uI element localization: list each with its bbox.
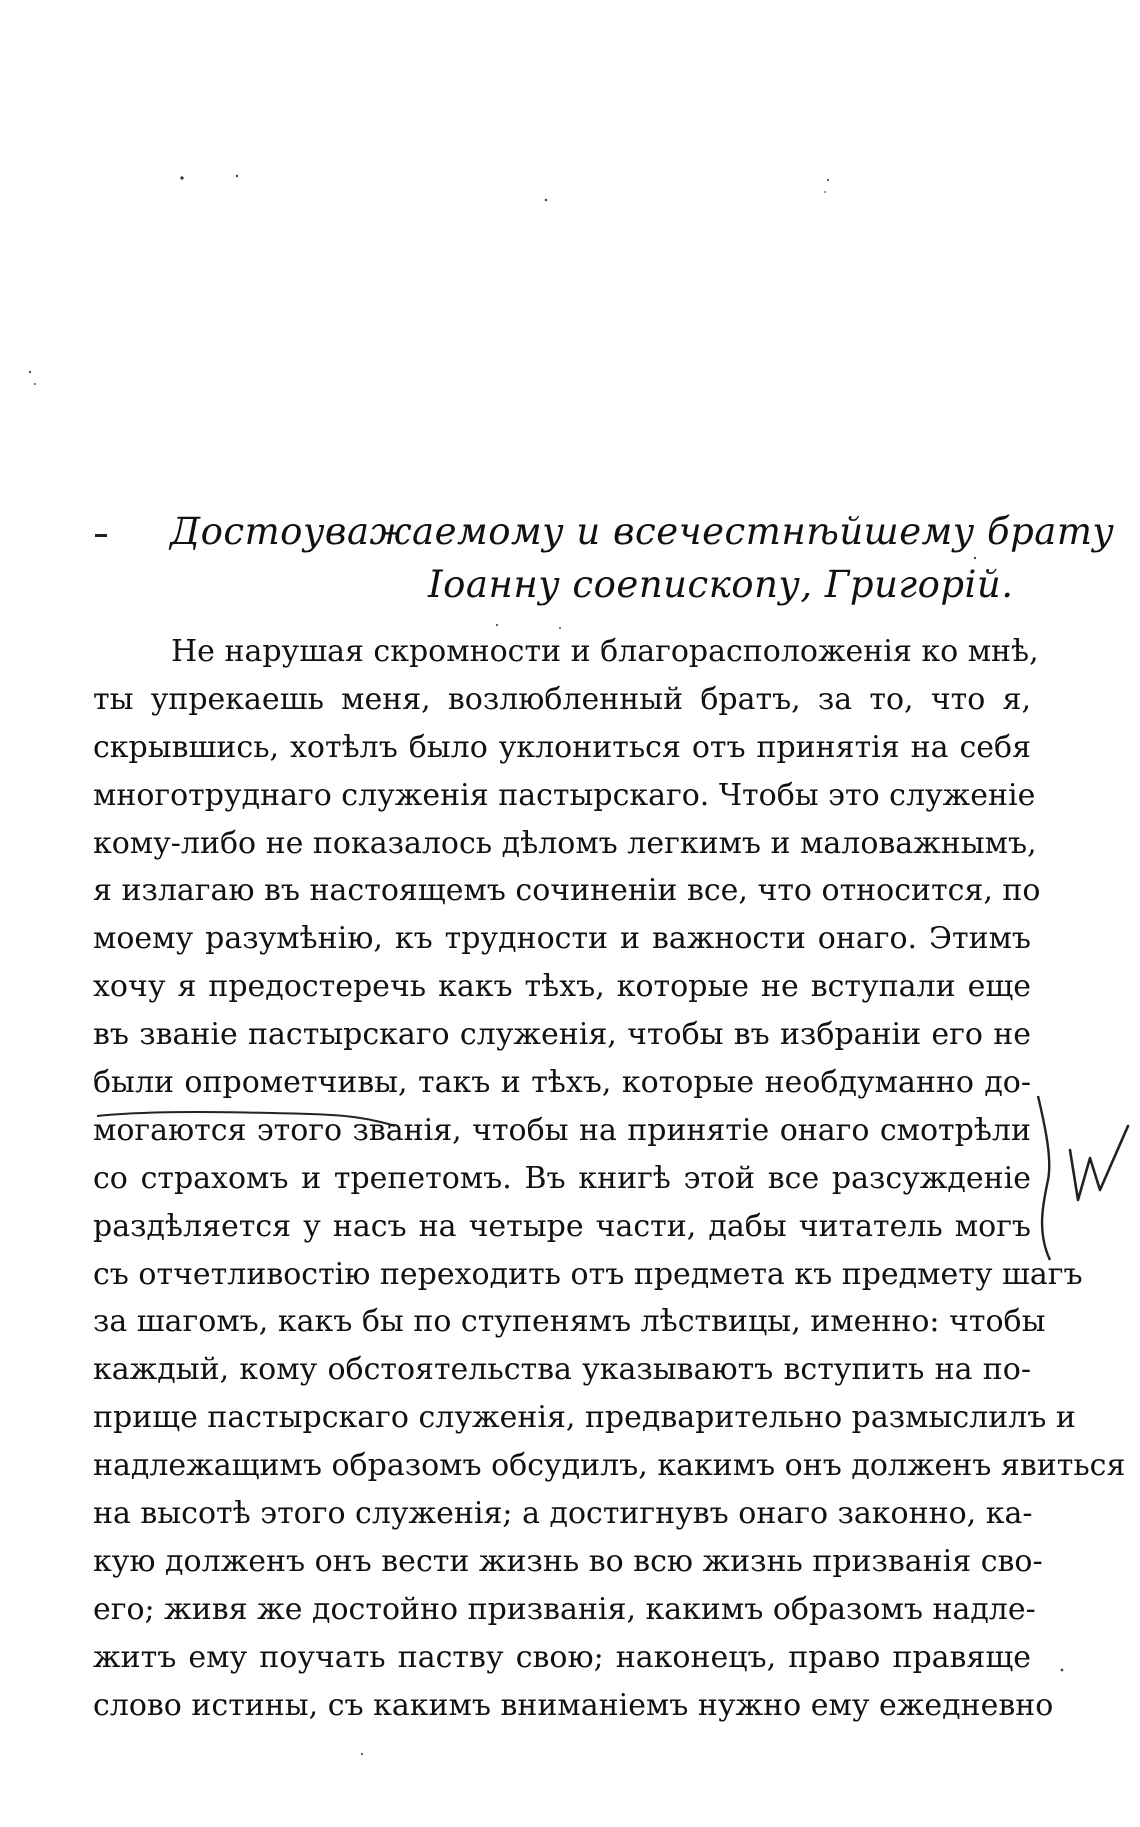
text-line: за шагомъ, какъ бы по ступенямъ лѣствицы, именно: чтобы bbox=[93, 1304, 1046, 1340]
body-text bbox=[93, 628, 1126, 1729]
text-line: моему разумѣнію, къ трудности и важности онаго. Этимъ bbox=[93, 921, 1031, 957]
text-line: прище пастырскаго служенія, предварительно размыслилъ и bbox=[93, 1400, 1076, 1436]
text-line: его; живя же достойно призванія, какимъ образомъ надле- bbox=[93, 1591, 1036, 1627]
text-line: многотруднаго служенія пастырскаго. Чтобы это служеніе bbox=[93, 777, 1036, 813]
text-line: раздѣляется у насъ на четыре части, дабы читатель могъ bbox=[93, 1208, 1031, 1244]
dedication-dash bbox=[95, 534, 107, 537]
handwritten-underline bbox=[95, 1108, 415, 1138]
text-line: Не нарушая скромности и благорасположенія ко мнѣ, bbox=[171, 634, 1039, 669]
text-line: житъ ему поучать паству свою; наконецъ, право правяще bbox=[93, 1639, 1031, 1675]
text-line: со страхомъ и трепетомъ. Въ книгѣ этой все разсужденіе bbox=[93, 1160, 1031, 1196]
text-line: надлежащимъ образомъ обсудилъ, какимъ онъ долженъ явиться bbox=[93, 1448, 1126, 1484]
text-line: каждый, кому обстоятельства указываютъ вступить на по- bbox=[93, 1352, 1031, 1388]
handwritten-margin-mark bbox=[1030, 1090, 1140, 1290]
text-line: ты упрекаешь меня, возлюбленный братъ, за то, что я, bbox=[93, 681, 1031, 717]
text-line: съ отчетливостію переходить отъ предмета къ предмету шагъ bbox=[93, 1256, 1083, 1292]
text-line: могаются этого званія, чтобы на принятіе онаго смотрѣли bbox=[93, 1112, 1031, 1148]
text-line: въ званіе пастырскаго служенія, чтобы въ избраніи его не bbox=[93, 1017, 1031, 1053]
text-line: на высотѣ этого служенія; а достигнувъ онаго законно, ка- bbox=[93, 1496, 1033, 1532]
text-line: слово истины, съ какимъ вниманіемъ нужно ему ежедневно bbox=[93, 1687, 1054, 1723]
text-line: были опрометчивы, такъ и тѣхъ, которые необдуманно до- bbox=[93, 1065, 1031, 1101]
text-line: хочу я предостеречь какъ тѣхъ, которые не вступали еще bbox=[93, 969, 1031, 1005]
text-line: кому-либо не показалось дѣломъ легкимъ и маловажнымъ, bbox=[93, 825, 1037, 861]
dedication-line-1: Достоуважаемому и всечестнѣйшему брату bbox=[170, 510, 1115, 553]
text-line: кую долженъ онъ вести жизнь во всю жизнь призванія сво- bbox=[93, 1543, 1043, 1579]
text-line: я излагаю въ настоящемъ сочиненіи все, что относится, по bbox=[93, 873, 1041, 909]
dedication-line-2: Іоанну соепископу, Григорій. bbox=[428, 563, 1014, 606]
text-line: скрывшись, хотѣлъ было уклониться отъ принятія на себя bbox=[93, 729, 1031, 765]
